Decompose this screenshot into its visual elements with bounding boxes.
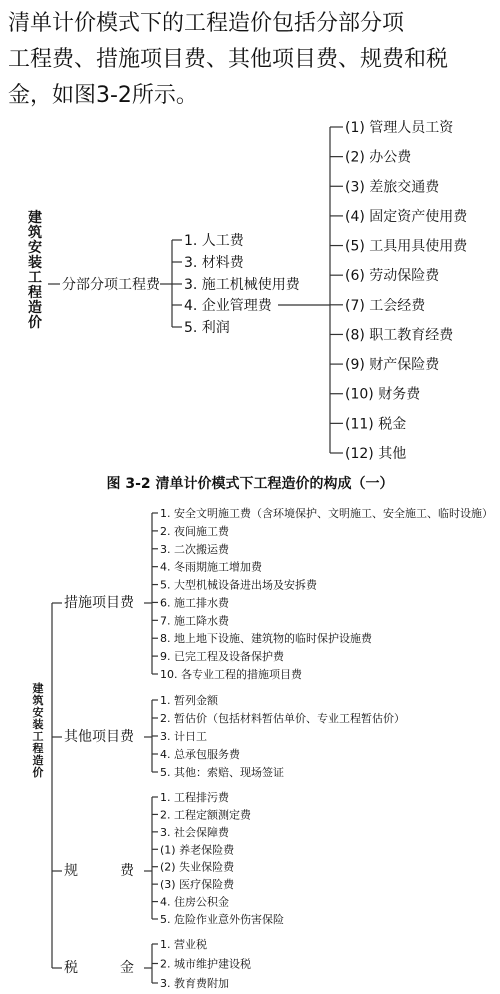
diagram2-group-label: 税 金 (64, 960, 134, 976)
diagram2-item: (3) 医疗保险费 (160, 878, 235, 892)
diagram-1 (28, 120, 468, 462)
diagram1-sub-item: (2) 办公费 (345, 149, 412, 166)
diagram2-item: 1. 营业税 (160, 938, 207, 951)
diagram2-item: 4. 住房公积金 (160, 895, 229, 909)
diagram1-branch-label: 分部分项工程费 (62, 277, 160, 293)
diagram1-item: 1. 人工费 (184, 233, 244, 249)
diagram1-sub-item: (9) 财产保险费 (345, 357, 440, 374)
diagram2-item: 3. 社会保障费 (160, 825, 229, 839)
diagram1-items (172, 232, 301, 336)
diagram2-item: 4. 总承包服务费 (160, 748, 240, 761)
diagram1-item: 3. 施工机械使用费 (184, 277, 300, 293)
diagram1-item: 3. 材料费 (184, 255, 244, 271)
diagram2-item: 3. 二次搬运费 (160, 542, 229, 556)
diagram2-group-label: 规 费 (64, 863, 134, 879)
diagram1-item: 5. 利润 (184, 320, 230, 336)
diagram1-sub-item: (7) 工会经费 (345, 297, 426, 314)
diagram1-root-label: 建筑安装工程造价 (28, 210, 42, 331)
diagram2-item: 1. 工程排污费 (160, 791, 229, 804)
diagram2-item: 7. 施工降水费 (160, 614, 229, 628)
intro-line-1: 清单计价模式下的工程造价包括分部分项 (8, 11, 405, 36)
diagram1-sub-item: (11) 税金 (345, 416, 407, 433)
figure-caption: 图 3-2 清单计价模式下工程造价的构成（一） (106, 476, 394, 492)
diagram2-group-label: 措施项目费 (64, 595, 134, 611)
diagram2-item: 1. 安全文明施工费（含环境保护、文明施工、安全施工、临时设施） (160, 507, 493, 520)
diagram2-groups (52, 506, 493, 990)
diagram2-item: 2. 夜间施工费 (160, 524, 229, 538)
diagram-2 (33, 506, 494, 990)
diagram2-item: 3. 教育费附加 (160, 977, 229, 990)
diagram1-sub-item: (5) 工具用具使用费 (345, 238, 468, 255)
diagram1-sub-item: (8) 职工教育经费 (345, 327, 454, 344)
diagram2-item: 5. 危险作业意外伤害保险 (160, 913, 284, 926)
diagram2-item: 1. 暂列金额 (160, 694, 218, 707)
diagram1-sub-items (330, 120, 468, 462)
diagram2-item: 9. 已完工程及设备保护费 (160, 650, 284, 664)
diagram2-root-label: 建筑安装工程造价 (32, 682, 44, 779)
diagram2-group-label: 其他项目费 (64, 729, 134, 745)
diagram1-sub-item: (3) 差旅交通费 (345, 179, 440, 196)
diagram2-item: 8. 地上地下设施、建筑物的临时保护设施费 (160, 632, 372, 646)
diagram2-item: 2. 城市维护建设税 (160, 957, 251, 971)
intro-line-2: 工程费、措施项目费、其他项目费、规费和税 (8, 47, 449, 72)
diagram2-item: 4. 冬雨期施工增加费 (160, 560, 262, 574)
diagram1-sub-item: (4) 固定资产使用费 (345, 208, 468, 225)
diagram2-item: 3. 计日工 (160, 730, 207, 743)
diagram1-sub-item: (6) 劳动保险费 (345, 268, 440, 285)
diagram1-sub-item: (1) 管理人员工资 (345, 120, 454, 136)
diagram2-item: 10. 各专业工程的措施项目费 (160, 668, 302, 681)
diagram2-item: (1) 养老保险费 (160, 843, 235, 857)
diagram1-sub-item: (12) 其他 (345, 446, 407, 462)
diagram2-item: 2. 工程定额测定费 (160, 808, 251, 822)
intro-line-3: 金，如图3-2所示。 (8, 83, 198, 108)
diagram1-sub-item: (10) 财务费 (345, 386, 421, 403)
diagram2-item: 2. 暂估价（包括材料暂估单价、专业工程暂估价） (160, 712, 405, 725)
diagram2-item: (2) 失业保险费 (160, 860, 235, 874)
diagram2-item: 6. 施工排水费 (160, 596, 229, 610)
diagram2-item: 5. 其他：索赔、现场签证 (160, 766, 284, 779)
diagram2-item: 5. 大型机械设备进出场及安拆费 (160, 578, 317, 592)
diagram1-item: 4. 企业管理费 (184, 298, 272, 314)
